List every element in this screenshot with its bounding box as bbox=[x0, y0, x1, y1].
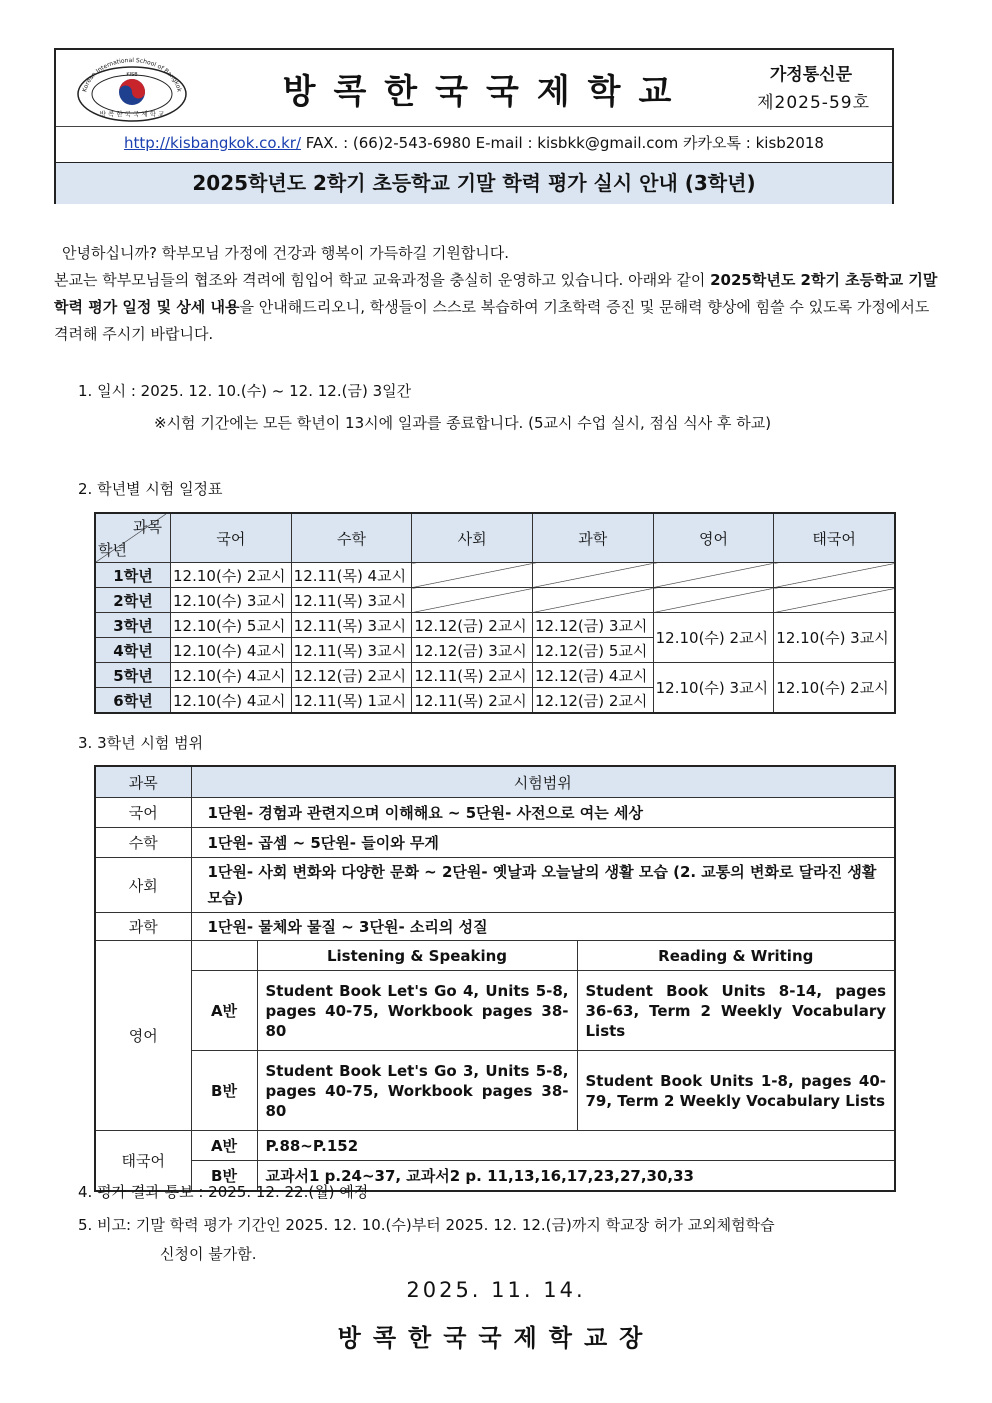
exam-slot: 12.12(금) 3교시 bbox=[532, 613, 653, 638]
exam-slot: 12.11(목) 2교시 bbox=[412, 688, 533, 714]
grade-label: 1학년 bbox=[95, 563, 171, 588]
exam-slot-merged: 12.10(수) 3교시 bbox=[653, 663, 774, 714]
english-col-ls: Listening & Speaking bbox=[257, 941, 577, 971]
title-band bbox=[56, 162, 892, 204]
intro-body bbox=[54, 267, 940, 348]
issue-date: 2025. 11. 14. bbox=[406, 1278, 586, 1302]
empty-slot bbox=[653, 588, 774, 613]
principal-signature: 방콕한국국제학교장 bbox=[337, 1324, 655, 1352]
range-text: 1단원- 곱셈 ~ 5단원- 들이와 무게 bbox=[191, 828, 895, 858]
schedule-table bbox=[94, 512, 896, 714]
empty-cell bbox=[191, 941, 257, 971]
range-subject: 사회 bbox=[95, 858, 191, 913]
intro-body-bold: 2025학년도 2학기 초등학교 기말 학력 평가 일정 및 상세 내용 bbox=[54, 271, 938, 316]
grade-label: 4학년 bbox=[95, 638, 171, 663]
english-b-rw: Student Book Units 1-8, pages 40-79, Term 2 Weekly Vocabulary Lists bbox=[577, 1051, 895, 1131]
contact-details: FAX. : (66)2-543-6980 E-mail : kisbkk@gmail.com 카카오톡 : kisb2018 bbox=[301, 134, 824, 152]
exam-slot-merged: 12.10(수) 2교시 bbox=[774, 663, 895, 714]
table-row bbox=[95, 663, 895, 688]
exam-slot: 12.12(금) 2교시 bbox=[532, 688, 653, 714]
class-label: A반 bbox=[191, 971, 257, 1051]
exam-slot: 12.11(목) 4교시 bbox=[291, 563, 412, 588]
corner-grade: 학년 bbox=[98, 541, 127, 559]
subject-header: 사회 bbox=[412, 513, 533, 563]
letterhead bbox=[54, 48, 894, 204]
exam-slot: 12.12(금) 2교시 bbox=[291, 663, 412, 688]
exam-slot: 12.12(금) 5교시 bbox=[532, 638, 653, 663]
exam-slot: 12.11(목) 2교시 bbox=[412, 663, 533, 688]
remarks-line: 신청이 불가함. bbox=[160, 1245, 257, 1263]
subject-header: 과학 bbox=[532, 513, 653, 563]
range-text: 1단원- 경험과 관련지으며 이해해요 ~ 5단원- 사전으로 여는 세상 bbox=[191, 798, 895, 828]
table-row bbox=[95, 588, 895, 613]
notice-title: 2025학년도 2학기 초등학교 기말 학력 평가 실시 안내 (3학년) bbox=[192, 171, 756, 195]
exam-slot: 12.11(목) 3교시 bbox=[291, 638, 412, 663]
schedule-header-row bbox=[95, 513, 895, 563]
newsletter-label: 가정통신문 bbox=[769, 65, 852, 85]
range-subject: 국어 bbox=[95, 798, 191, 828]
range-text: 1단원- 물체와 물질 ~ 3단원- 소리의 성질 bbox=[191, 913, 895, 941]
table-row bbox=[95, 613, 895, 638]
exam-slot-merged: 12.10(수) 2교시 bbox=[653, 613, 774, 663]
exam-slot: 12.10(수) 3교시 bbox=[171, 588, 292, 613]
english-a-ls: Student Book Let's Go 4, Units 5-8, pages 40-75, Workbook pages 38-80 bbox=[257, 971, 577, 1051]
divider bbox=[56, 126, 892, 127]
grade-label: 6학년 bbox=[95, 688, 171, 714]
item-grade-schedule-heading: 2. 학년별 시험 일정표 bbox=[78, 480, 223, 498]
intro-body-c: 을 안내해드리오니, 학생들이 스스로 복습하여 기초학력 증진 및 문해력 향상에 힘쓸 수 있도록 가정에서도 격려해 주시기 바랍니다. bbox=[54, 298, 930, 343]
subject-header: 태국어 bbox=[774, 513, 895, 563]
exam-slot: 12.12(금) 2교시 bbox=[412, 613, 533, 638]
exam-slot: 12.11(목) 1교시 bbox=[291, 688, 412, 714]
range-text: 1단원- 사회 변화와 다양한 문화 ~ 2단원- 옛날과 오늘날의 생활 모습 (2. 교통의 변화로 달라진 생활 모습) bbox=[191, 858, 895, 913]
english-a-rw: Student Book Units 8-14, pages 36-63, Term 2 Weekly Vocabulary Lists bbox=[577, 971, 895, 1051]
website-link[interactable]: http://kisbangkok.co.kr/ bbox=[124, 134, 301, 152]
logo-ring-text: Korean International School of Bangkok bbox=[81, 56, 183, 93]
letterhead-top bbox=[56, 50, 892, 126]
item-remarks bbox=[78, 1211, 940, 1269]
subject-header: 국어 bbox=[171, 513, 292, 563]
exam-slot-merged: 12.10(수) 3교시 bbox=[774, 613, 895, 663]
logo-bottom-text: 방 콕 한 국 국 제 학 교 bbox=[99, 110, 165, 118]
thai-a-range: P.88~P.152 bbox=[257, 1131, 895, 1161]
item-result-notice: 4. 평가 결과 통보 : 2025. 12. 22.(월) 예정 bbox=[78, 1183, 369, 1201]
item-schedule-dates: 1. 일시 : 2025. 12. 10.(수) ~ 12. 12.(금) 3일간 bbox=[78, 382, 412, 400]
subject-header: 영어 bbox=[653, 513, 774, 563]
exam-slot: 12.11(목) 3교시 bbox=[291, 613, 412, 638]
logo-badge: KISB bbox=[126, 72, 138, 78]
exam-slot: 12.10(수) 5교시 bbox=[171, 613, 292, 638]
newsletter-number: 제2025-59호 bbox=[757, 93, 870, 113]
school-name: 방콕한국국제학교 bbox=[282, 72, 690, 112]
range-subject: 태국어 bbox=[95, 1131, 191, 1191]
exam-slot: 12.10(수) 4교시 bbox=[171, 688, 292, 714]
empty-slot bbox=[412, 588, 533, 613]
class-label: A반 bbox=[191, 1131, 257, 1161]
empty-slot bbox=[774, 563, 895, 588]
exam-slot: 12.12(금) 3교시 bbox=[412, 638, 533, 663]
subject-header: 수학 bbox=[291, 513, 412, 563]
corner-subject: 과목 bbox=[133, 518, 162, 536]
thai-b-range: 교과서1 p.24~37, 교과서2 p. 11,13,16,17,23,27,30,33 bbox=[257, 1161, 895, 1191]
grade-label: 5학년 bbox=[95, 663, 171, 688]
empty-slot bbox=[412, 563, 533, 588]
class-label: B반 bbox=[191, 1161, 257, 1191]
remarks-line: 5. 비고: 기말 학력 평가 기간인 2025. 12. 10.(수)부터 2025. 12. 12.(금)까지 학교장 허가 교외체험학습 bbox=[78, 1216, 775, 1234]
exam-slot: 12.11(목) 3교시 bbox=[291, 588, 412, 613]
range-head-range: 시험범위 bbox=[191, 766, 895, 798]
exam-range-table bbox=[94, 765, 896, 1192]
intro-greeting: 안녕하십니까? 학부모님 가정에 건강과 행복이 가득하길 기원합니다. bbox=[62, 244, 510, 262]
exam-slot: 12.10(수) 4교시 bbox=[171, 638, 292, 663]
range-subject: 수학 bbox=[95, 828, 191, 858]
range-subject: 과학 bbox=[95, 913, 191, 941]
grade-label: 3학년 bbox=[95, 613, 171, 638]
exam-slot: 12.12(금) 4교시 bbox=[532, 663, 653, 688]
grade-label: 2학년 bbox=[95, 588, 171, 613]
item-schedule-note: ※시험 기간에는 모든 학년이 13시에 일과를 종료합니다. (5교시 수업 실시, 점심 식사 후 하교) bbox=[154, 414, 772, 432]
school-logo bbox=[72, 56, 192, 122]
english-col-rw: Reading & Writing bbox=[577, 941, 895, 971]
exam-slot: 12.10(수) 4교시 bbox=[171, 663, 292, 688]
intro-paragraph bbox=[54, 240, 940, 348]
exam-slot: 12.10(수) 2교시 bbox=[171, 563, 292, 588]
empty-slot bbox=[532, 563, 653, 588]
intro-body-a: 본교는 학부모님들의 협조와 격려에 힘입어 학교 교육과정을 충실히 운영하고 있습니다. 아래와 같이 bbox=[54, 271, 711, 289]
table-row bbox=[95, 563, 895, 588]
range-head-subject: 과목 bbox=[95, 766, 191, 798]
empty-slot bbox=[774, 588, 895, 613]
empty-slot bbox=[653, 563, 774, 588]
empty-slot bbox=[532, 588, 653, 613]
range-subject: 영어 bbox=[95, 941, 191, 1131]
english-b-ls: Student Book Let's Go 3, Units 5-8, pages 40-75, Workbook pages 38-80 bbox=[257, 1051, 577, 1131]
schedule-corner bbox=[95, 513, 171, 563]
class-label: B반 bbox=[191, 1051, 257, 1131]
item-range-heading: 3. 3학년 시험 범위 bbox=[78, 734, 204, 752]
contact-line bbox=[56, 132, 892, 153]
